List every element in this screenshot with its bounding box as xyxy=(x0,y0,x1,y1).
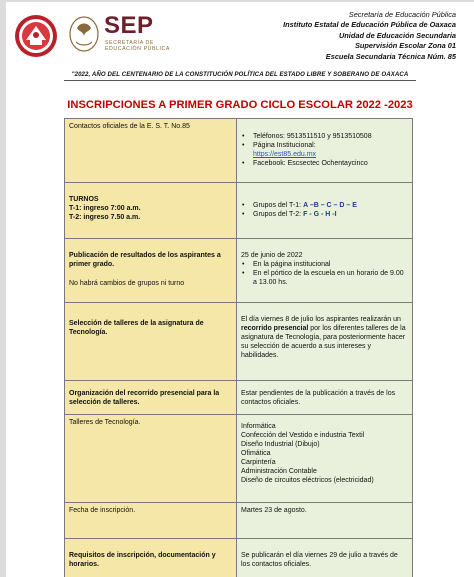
table-row xyxy=(65,119,413,183)
school-seal-icon xyxy=(14,14,58,58)
group-label: Grupos del T-1: xyxy=(253,202,304,209)
table-row xyxy=(65,183,413,239)
row-label xyxy=(65,303,237,381)
info-table xyxy=(64,118,413,577)
list-item xyxy=(241,210,408,219)
requisitos-label: Requisitos de inscripción, documentación y horarios. xyxy=(69,552,216,568)
table-row xyxy=(65,303,413,381)
taller-item: Confección del Vestido e industria Textil xyxy=(241,432,365,439)
taller-item: Ofimática xyxy=(241,450,271,457)
row-value xyxy=(237,415,413,503)
list-item: • Facebook: Escsectec Ochentaycinco xyxy=(241,159,408,168)
header-line: Supervisión Escolar Zona 01 xyxy=(354,41,456,51)
turno-1: T-1: ingreso 7:00 a.m. xyxy=(69,205,141,212)
fecha-label: Fecha de inscripción. xyxy=(69,507,136,514)
recorrido-emphasis: recorrido presencial xyxy=(241,325,309,332)
page-title: INSCRIPCIONES A PRIMER GRADO CICLO ESCOLAR 2022 -2023 xyxy=(67,99,413,111)
group-letters: A –B – C – D – E xyxy=(303,202,357,209)
row-value xyxy=(237,539,413,577)
row-label xyxy=(65,183,237,239)
taller-item: Diseño Industrial (Dibujo) xyxy=(241,441,320,448)
recorrido-value: Estar pendientes de la publicación a través de los contactos oficiales. xyxy=(241,390,396,406)
list-item xyxy=(241,141,408,159)
turno-2: T-2: ingreso 7.50 a.m. xyxy=(69,214,141,221)
talleres-selection-label: Selección de talleres de la asignatura de Tecnología. xyxy=(69,320,204,336)
row-label xyxy=(65,119,237,183)
document-page xyxy=(6,2,474,577)
institution-header xyxy=(283,10,456,62)
row-value xyxy=(237,183,413,239)
institutional-page-link[interactable]: https://est85.edu.mx xyxy=(253,151,317,158)
row-value xyxy=(237,381,413,415)
page-label: Página Institucional: xyxy=(253,142,316,149)
table-row xyxy=(65,503,413,539)
list-item: • En la página institucional xyxy=(241,260,408,269)
table-row xyxy=(65,239,413,303)
row-label xyxy=(65,239,237,303)
taller-item: Administración Contable xyxy=(241,468,317,475)
taller-item: Diseño de circuitos eléctricos (electricidad) xyxy=(241,477,374,484)
results-date: 25 de junio de 2022 xyxy=(241,252,303,259)
header-line: Unidad de Educación Secundaria xyxy=(338,30,456,40)
requisitos-value: Se publicarán el día viernes 29 de julio a través de los contactos oficiales. xyxy=(241,552,398,568)
sep-logo xyxy=(68,12,188,56)
talleres-label: Talleres de Tecnología. xyxy=(69,419,141,426)
mexico-coat-of-arms-icon xyxy=(68,14,100,54)
header-line: Instituto Estatal de Educación Pública de Oaxaca xyxy=(283,20,456,30)
row-value xyxy=(237,303,413,381)
list-item: • Teléfonos: 9513511510 y 9513510508 xyxy=(241,132,408,141)
group-label: Grupos del T-2: xyxy=(253,211,304,218)
row-label xyxy=(65,539,237,577)
header-line: Secretaría de Educación Pública xyxy=(348,10,456,19)
row-label xyxy=(65,381,237,415)
row-label xyxy=(65,503,237,539)
contacts-label: Contactos oficiales de la E. S. T. No.85 xyxy=(69,123,190,130)
row-value xyxy=(237,239,413,303)
divider xyxy=(64,80,416,81)
taller-item: Carpintería xyxy=(241,459,276,466)
turnos-heading: TURNOS xyxy=(69,196,99,203)
table-row xyxy=(65,415,413,503)
results-note: No habrá cambios de grupos ni turno xyxy=(69,280,185,287)
group-letters: F - G - H -I xyxy=(303,211,337,218)
sep-logo-text: SEP xyxy=(104,12,154,39)
table-row xyxy=(65,539,413,577)
row-value xyxy=(237,503,413,539)
sep-logo-subtitle: SECRETARÍA DE EDUCACIÓN PÚBLICA xyxy=(105,40,170,52)
table-row xyxy=(65,381,413,415)
header-line: Escuela Secundaria Técnica Núm. 85 xyxy=(325,51,456,61)
talleres-selection-text: El día viernes 8 de julio los aspirantes realizarán un xyxy=(241,316,401,323)
recorrido-label: Organización del recorrido presencial para la selección de talleres. xyxy=(69,390,220,406)
results-label: Publicación de resultados de los aspirantes a primer grado. xyxy=(69,252,221,268)
row-label xyxy=(65,415,237,503)
list-item xyxy=(241,201,408,210)
year-motto: "2022, AÑO DEL CENTENARIO DE LA CONSTITUCIÓN POLÍTICA DEL ESTADO LIBRE Y SOBERANO DE OAXACA xyxy=(71,71,409,78)
row-value xyxy=(237,119,413,183)
fecha-value: Martes 23 de agosto. xyxy=(241,507,307,514)
list-item: • En el pórtico de la escuela en un horario de 9.00 a 13.00 hs. xyxy=(241,269,408,287)
talleres-selection-text-2: por los diferentes talleres de la asignatura de Tecnología, para posteriormente hacer su selección de acuerdo a sus intereses y habilidades. xyxy=(241,325,406,359)
taller-item: Informática xyxy=(241,423,276,430)
